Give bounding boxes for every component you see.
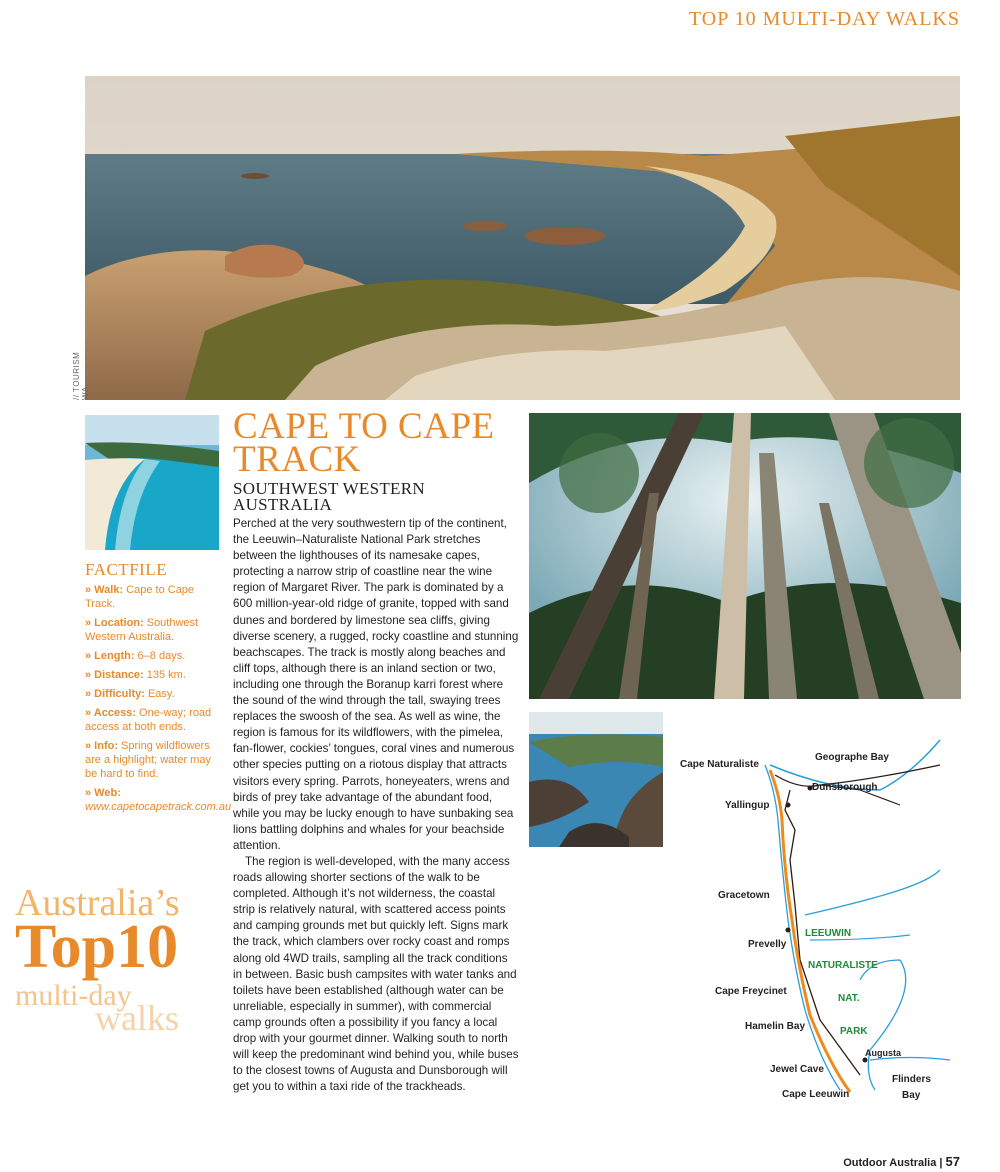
logo-line3: multi-day — [15, 979, 132, 1012]
body-paragraph: Perched at the very southwestern tip of the continent, the Leeuwin–Naturaliste National Park stretches between the lighthouses of its namesake capes, protecting a narrow strip of coastline near the wine region of Margaret River. The park is dominated by a 600 million-year-old ridge of granite, topped with sand dunes and bordered by limestone sea cliffs, giving diverse scenery, a rugged, rocky coastline and stunning beachscapes. The track is mostly along beaches and cliff tops, although there is an inland section or two, including one through the Boranup karri forest where the sound of the wind through the tall, swaying trees replaces the swoosh of the sea. As well as wine, the region is famous for its wildflowers, with the pimelea, fan-flower, cockies’ tongues, coral vines and numerous other species putting on a riotous display that attracts visitors every spring. Parrots, honeyeaters, wrens and birds of prey take advantage of the abundant food, while you may be lucky enough to have sunbaking sea lions battling dolphins and whales for your beachside attention. — [233, 517, 519, 852]
factfile-walk: » Walk: Cape to Cape Track. — [85, 584, 195, 610]
map-label-cape-freycinet: Cape Freycinet — [715, 986, 787, 997]
top10-walks-logo — [15, 855, 220, 1045]
factfile-box — [85, 560, 232, 819]
body-paragraph: The region is well-developed, with the many access roads allowing shorter sections of the walk to be completed. Although it’s not wilderness, the coastal strip is relatively natural, with scattered access points and camping grounds met but quickly left. Signs mark the track, which clambers over rocky coast and romps along old 4WD trails, sampling all the track conditions in between. Basic bush campsites with water tanks and toilets have been established (although water can be unreliable, especially in summer), with commercial camp grounds often a possibility if you fancy a local drop with your gourmet dinner. Walking south to north will keep the predominant wind behind you, while buses to the closest towns of Augusta and Dunsborough will get you to within a taxi ride of the trackheads. — [233, 854, 519, 1094]
factfile-web[interactable]: » Web: www.capetocapetrack.com.au — [85, 787, 232, 813]
logo-line1: Australia’s — [15, 882, 180, 924]
map-label-park: PARK — [840, 1026, 868, 1037]
map-label-augusta: Augusta — [865, 1048, 901, 1058]
map-label-park: LEEUWIN — [805, 928, 852, 939]
map-label-hamelin-bay: Hamelin Bay — [745, 1021, 806, 1032]
town-dot — [863, 1058, 868, 1063]
river-line — [805, 870, 940, 915]
map-label-yallingup: Yallingup — [725, 800, 770, 811]
factfile-distance: » Distance: 135 km. — [85, 669, 186, 681]
factfile-difficulty: » Difficulty: Easy. — [85, 688, 175, 700]
factfile-access: » Access: One-way; road access at both ends. — [85, 707, 212, 733]
factfile-info: » Info: Spring wildflowers are a highlight; water may be hard to find. — [85, 740, 211, 780]
map-label-gracetown: Gracetown — [718, 890, 770, 901]
karri-forest-photo — [529, 413, 961, 699]
map-label-geographe-bay: Geographe Bay — [815, 752, 889, 763]
town-dot — [786, 928, 791, 933]
article-title: CAPE TO CAPE TRACK — [233, 406, 495, 480]
factfile-length: » Length: 6–8 days. — [85, 650, 186, 662]
article-body — [233, 516, 519, 1095]
map-label-cape-naturaliste: Cape Naturaliste — [680, 759, 759, 770]
beach-photo — [85, 415, 219, 550]
map-label-jewel-cave: Jewel Cave — [770, 1064, 824, 1075]
publication-name: Outdoor Australia — [843, 1157, 937, 1169]
map-label-cape-leeuwin: Cape Leeuwin — [782, 1089, 850, 1100]
map-label-park: NAT. — [838, 993, 860, 1004]
photo-credit: // TOURISM WA — [72, 351, 90, 400]
town-dot — [786, 803, 791, 808]
route-map — [670, 730, 960, 1110]
folio-separator: | — [936, 1157, 946, 1169]
map-label-bay: Bay — [902, 1090, 921, 1101]
river-line — [860, 960, 906, 1090]
factfile-location: » Location: Southwest Western Australia. — [85, 617, 199, 643]
coastal-rocks-photo — [529, 712, 663, 847]
logo-line4: walks — [95, 998, 179, 1038]
hero-coastline-photo — [85, 76, 960, 400]
map-label-flinders: Flinders — [892, 1074, 931, 1085]
page-folio — [843, 1154, 960, 1169]
map-label-park: NATURALISTE — [808, 960, 878, 971]
logo-line2: Top10 — [15, 913, 179, 981]
map-label-dunsborough: Dunsborough — [812, 782, 878, 793]
factfile-heading: FACTFILE — [85, 560, 168, 579]
article-subtitle: SOUTHWEST WESTERN AUSTRALIA — [233, 479, 425, 514]
running-head: TOP 10 MULTI-DAY WALKS — [688, 8, 960, 30]
map-label-prevelly: Prevelly — [748, 939, 787, 950]
page-number: 57 — [945, 1154, 960, 1169]
